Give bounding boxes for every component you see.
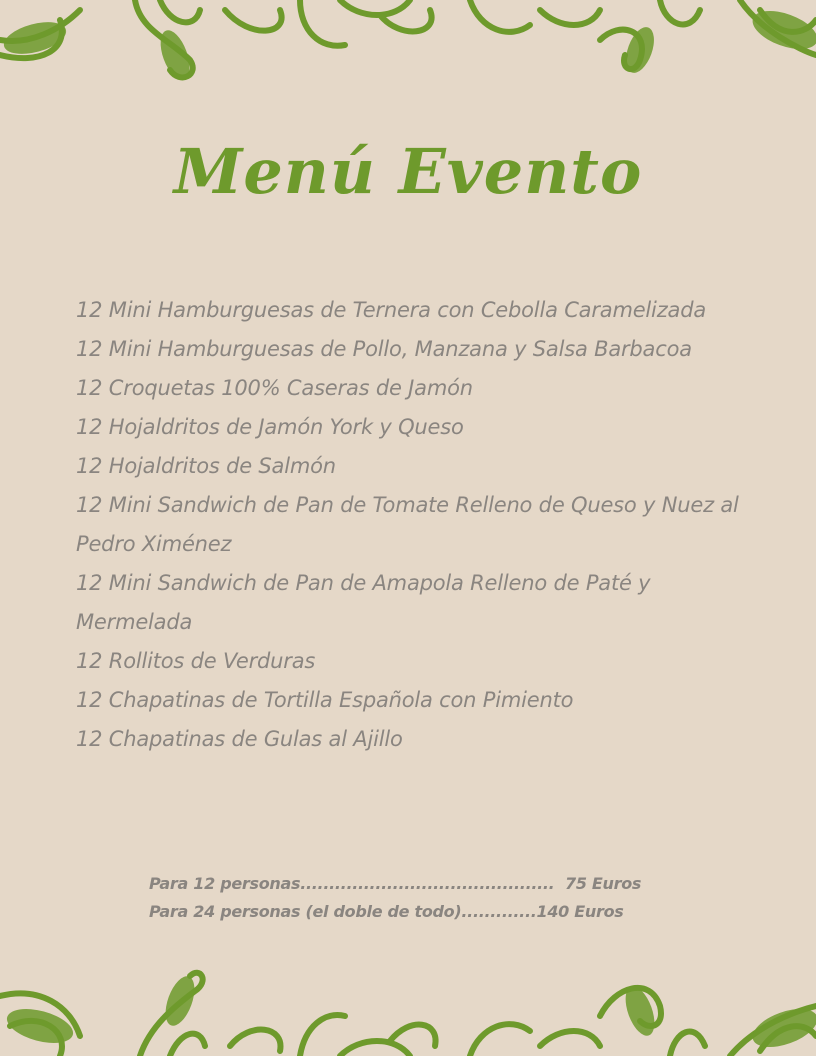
menu-item: 12 Mini Sandwich de Pan de Amapola Relleno de Paté y Mermelada [76, 571, 651, 634]
menu-item-list [76, 291, 746, 759]
menu-item: 12 Mini Sandwich de Pan de Tomate Relleno de Queso y Nuez al Pedro Ximénez [76, 493, 739, 556]
price-list [149, 870, 669, 926]
menu-item: 12 Hojaldritos de Jamón York y Queso [76, 415, 464, 439]
price-line-24: Para 24 personas (el doble de todo).............140 Euros [149, 902, 624, 921]
menu-item: 12 Chapatinas de Tortilla Española con Pimiento [76, 688, 574, 712]
menu-item: 12 Rollitos de Verduras [76, 649, 316, 673]
menu-item: 12 Mini Hamburguesas de Pollo, Manzana y Salsa Barbacoa [76, 337, 692, 361]
price-line-12: Para 12 personas............................................ 75 Euros [149, 874, 642, 893]
menu-item: 12 Hojaldritos de Salmón [76, 454, 336, 478]
bottom-vine-decoration [0, 956, 816, 1056]
menu-item: 12 Chapatinas de Gulas al Ajillo [76, 727, 403, 751]
menu-item: 12 Mini Hamburguesas de Ternera con Cebolla Caramelizada [76, 298, 706, 322]
menu-item: 12 Croquetas 100% Caseras de Jamón [76, 376, 473, 400]
top-vine-decoration [0, 0, 816, 100]
menu-title: Menú Evento [173, 135, 643, 208]
